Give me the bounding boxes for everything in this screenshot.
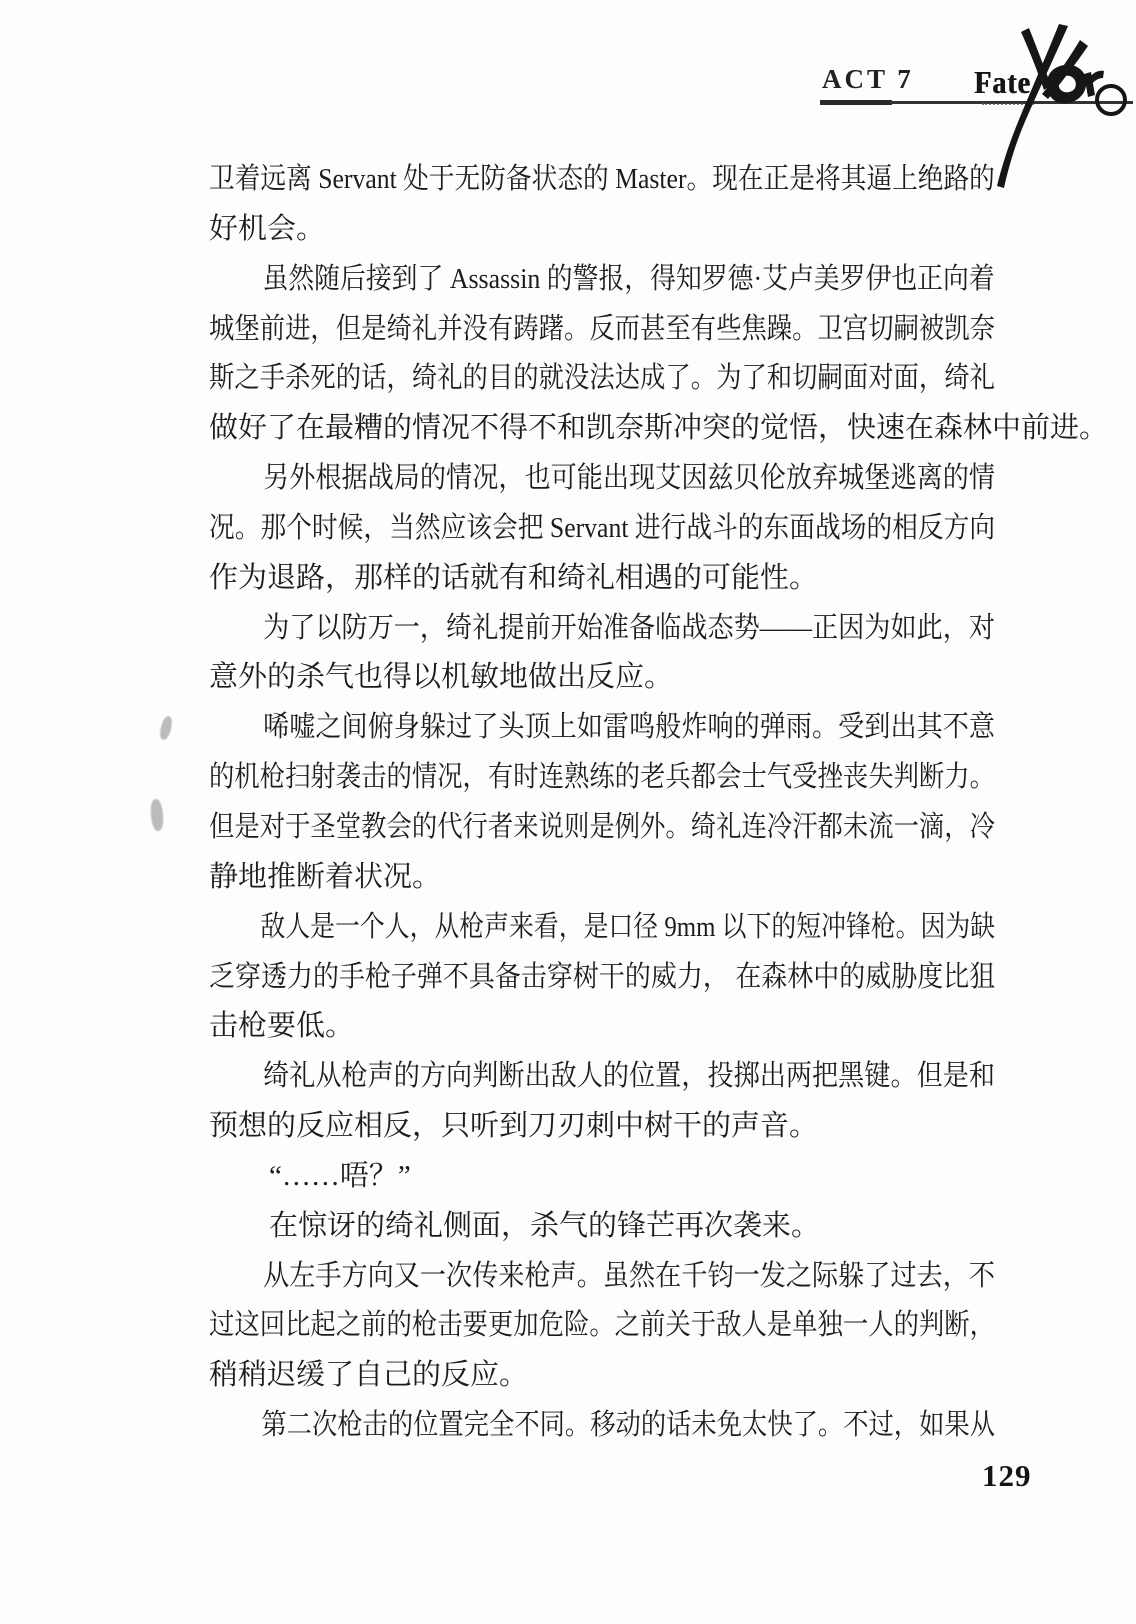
text-line: 虽然随后接到了 Assassin 的警报，得知罗德·艾卢美罗伊也正向着 bbox=[262, 262, 995, 295]
text-line: “……唔？” bbox=[269, 1159, 411, 1192]
body-text bbox=[209, 155, 1109, 1451]
text-line: 乏穿透力的手枪子弹不具备击穿树干的威力， 在森林中的威胁度比狙 bbox=[209, 960, 996, 993]
text-line: 意外的杀气也得以机敏地做出反应。 bbox=[209, 661, 674, 694]
text-line: 绮礼从枪声的方向判断出敌人的位置，投掷出两把黑键。但是和 bbox=[263, 1060, 996, 1093]
text-line: 在惊讶的绮礼侧面，杀气的锋芒再次袭来。 bbox=[269, 1209, 821, 1242]
heading-underline bbox=[820, 100, 892, 105]
text-line: 预想的反应相反，只听到刀刃刺中树干的声音。 bbox=[209, 1110, 819, 1143]
text-line: 斯之手杀死的话，绮礼的目的就没法达成了。为了和切嗣面对面，绮礼 bbox=[209, 362, 996, 395]
text-line: 过这回比起之前的枪击要更加危险。之前关于敌人是单独一人的判断， bbox=[209, 1309, 996, 1342]
text-line: 做好了在最糟的情况不得不和凯奈斯冲突的觉悟，快速在森林中前进。 bbox=[209, 412, 1109, 445]
text-line: 卫着远离 Servant 处于无防备状态的 Master。现在正是将其逼上绝路的 bbox=[209, 163, 995, 195]
text-line: 从左手方向又一次传来枪声。虽然在千钧一发之际躲了过去，不 bbox=[263, 1259, 996, 1292]
text-line: 为了以防万一，绮礼提前开始准备临战态势——正因为如此，对 bbox=[263, 611, 996, 644]
page-number: 129 bbox=[982, 1458, 1032, 1493]
text-line: 击枪要低。 bbox=[209, 1010, 355, 1043]
text-line: 的机枪扫射袭击的情况，有时连熟练的老兵都会士气受挫丧失判断力。 bbox=[209, 761, 996, 794]
text-line: 另外根据战局的情况，也可能出现艾因兹贝伦放弃城堡逃离的情 bbox=[263, 462, 996, 495]
text-line: 唏嘘之间俯身躲过了头顶上如雷鸣般炸响的弹雨。受到出其不意 bbox=[263, 711, 996, 744]
text-line: 静地推断着状况。 bbox=[209, 860, 442, 893]
text-line: 稍稍迟缓了自己的反应。 bbox=[209, 1359, 529, 1392]
text-line: 况。那个时候，当然应该会把 Servant 进行战斗的东面战场的相反方向 bbox=[209, 511, 996, 544]
logo-fate-text: Fate bbox=[974, 66, 1031, 101]
text-line: 城堡前进，但是绮礼并没有踌躇。反而甚至有些焦躁。卫宫切嗣被凯奈 bbox=[209, 312, 996, 345]
text-line: 敌人是一个人，从枪声来看，是口径 9mm 以下的短冲锋枪。因为缺 bbox=[260, 910, 996, 943]
margin-smudge bbox=[158, 715, 174, 741]
margin-smudge bbox=[150, 799, 165, 832]
chapter-heading: ACT 7 bbox=[822, 64, 914, 94]
text-line: 作为退路，那样的话就有和绮礼相遇的可能性。 bbox=[209, 561, 819, 594]
text-line: 但是对于圣堂教会的代行者来说则是例外。绮礼连冷汗都未流一滴，冷 bbox=[209, 810, 996, 843]
text-line: 好机会。 bbox=[209, 212, 326, 245]
text-line: 第二次枪击的位置完全不同。移动的话未免太快了。不过，如果从 bbox=[261, 1409, 996, 1442]
